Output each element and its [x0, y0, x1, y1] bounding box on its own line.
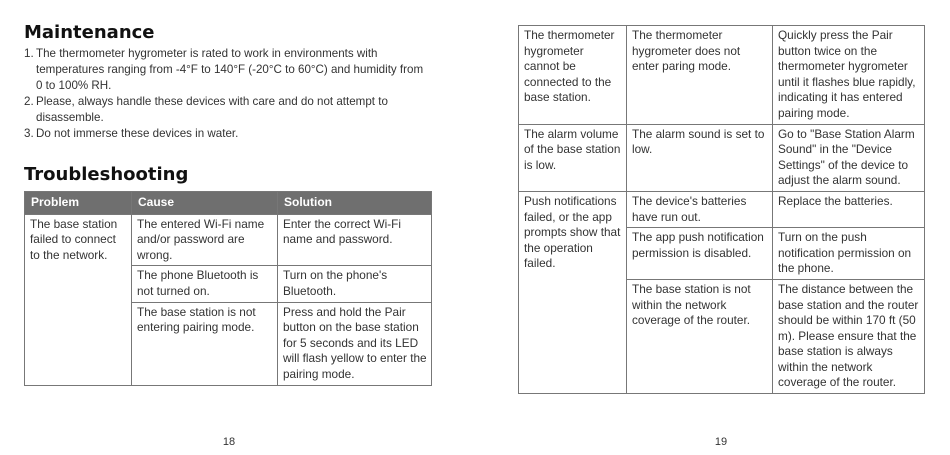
maintenance-list [24, 46, 424, 142]
problem-cell: The thermometer hygrometer cannot be connected to the base station. [519, 26, 627, 125]
solution-cell: Press and hold the Pair button on the base station for 5 seconds and its LED will flash yellow to enter the pairing mode. [278, 302, 432, 385]
maintenance-item [24, 126, 424, 142]
solution-cell: Enter the correct Wi-Fi name and password. [278, 214, 432, 266]
troubleshooting-title: Troubleshooting [24, 164, 189, 185]
solution-cell: Quickly press the Pair button twice on the thermometer hygrometer until it flashes blue rapidly, indicating it has entered pairing mode. [773, 26, 925, 125]
maintenance-item [24, 46, 424, 94]
solution-cell: The distance between the base station and the router should be within 170 ft (50 m). Please ensure that the base station is always within the network coverage of the router. [773, 279, 925, 393]
cause-cell: The app push notification permission is disabled. [627, 228, 773, 280]
cause-cell: The thermometer hygrometer does not enter paring mode. [627, 26, 773, 125]
troubleshooting-table [24, 191, 432, 386]
maintenance-item [24, 94, 424, 126]
solution-cell: Turn on the phone's Bluetooth. [278, 266, 432, 302]
item-text: Please, always handle these devices with care and do not attempt to disassemble. [36, 95, 388, 124]
cause-cell: The phone Bluetooth is not turned on. [132, 266, 278, 302]
cause-cell: The base station is not entering pairing mode. [132, 302, 278, 385]
problem-cell: The base station failed to connect to the network. [25, 214, 132, 385]
page-number: 19 [714, 436, 728, 448]
solution-cell: Turn on the push notification permission on the phone. [773, 228, 925, 280]
cause-cell: The entered Wi-Fi name and/or password are wrong. [132, 214, 278, 266]
problem-cell: Push notifications failed, or the app prompts show that the operation failed. [519, 191, 627, 393]
item-text: The thermometer hygrometer is rated to work in environments with temperatures ranging from -4°F to 140°F (-20°C to 60°C) and humidity from 0 to 100% RH. [36, 47, 424, 92]
header-problem: Problem [25, 192, 132, 215]
page-right [475, 0, 950, 455]
table-header-row [25, 192, 432, 215]
troubleshooting-table-continued [518, 25, 925, 394]
item-number: 1. [24, 47, 34, 60]
page-number: 18 [222, 436, 236, 448]
cause-cell: The base station is not within the network coverage of the router. [627, 279, 773, 393]
header-solution: Solution [278, 192, 432, 215]
item-number: 2. [24, 95, 34, 108]
table-row [519, 191, 925, 227]
cause-cell: The alarm sound is set to low. [627, 124, 773, 191]
item-number: 3. [24, 127, 34, 140]
cause-cell: The device's batteries have run out. [627, 191, 773, 227]
table-row [519, 26, 925, 125]
table-row [25, 214, 432, 266]
problem-cell: The alarm volume of the base station is low. [519, 124, 627, 191]
solution-cell: Replace the batteries. [773, 191, 925, 227]
maintenance-title: Maintenance [24, 22, 155, 43]
table-row [519, 124, 925, 191]
header-cause: Cause [132, 192, 278, 215]
item-text: Do not immerse these devices in water. [36, 127, 239, 140]
solution-cell: Go to "Base Station Alarm Sound" in the "Device Settings" of the device to adjust the alarm sound. [773, 124, 925, 191]
